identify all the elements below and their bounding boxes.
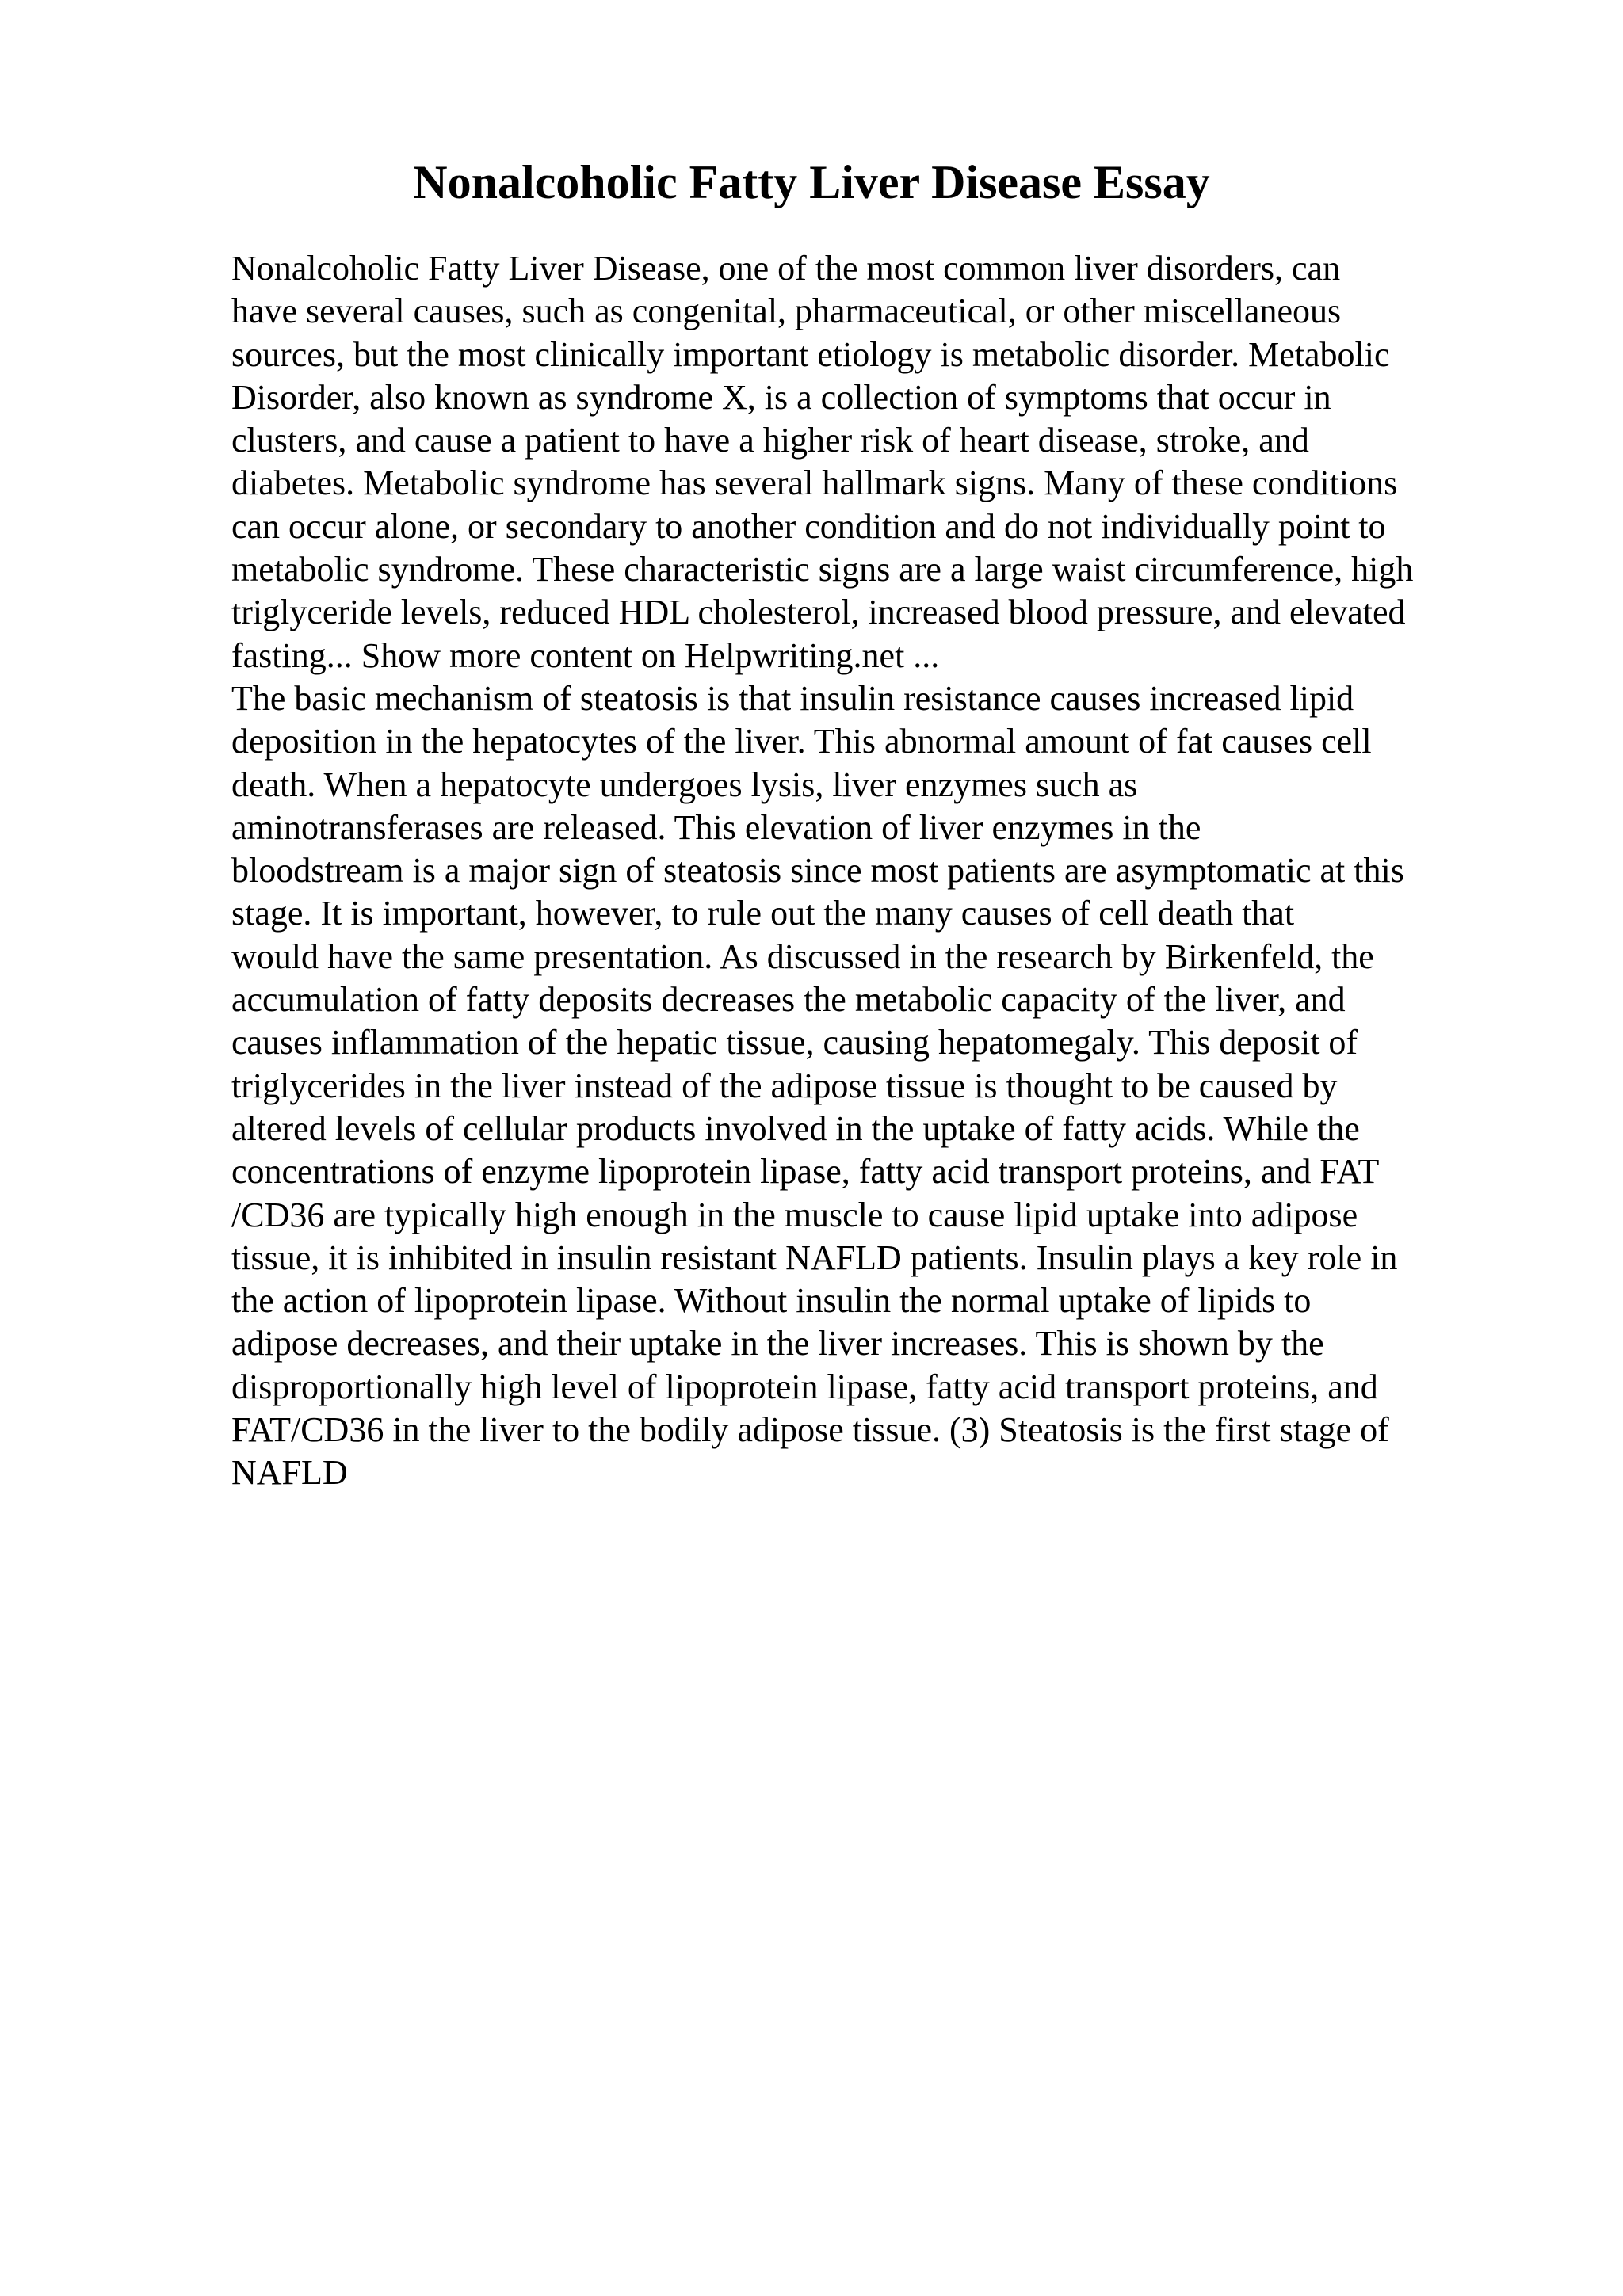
text-line: altered levels of cellular products involved in the uptake of fatty acids. While the	[231, 1108, 1360, 1148]
text-line: bloodstream is a major sign of steatosis since most patients are asymptomatic at this	[231, 851, 1404, 891]
text-line: concentrations of enzyme lipoprotein lipase, fatty acid transport proteins, and FAT	[231, 1152, 1380, 1192]
text-line: causes inflammation of the hepatic tissue, causing hepatomegaly. This deposit of	[231, 1023, 1358, 1062]
text-line: The basic mechanism of steatosis is that insulin resistance causes increased lipid	[231, 678, 1354, 718]
text-line: deposition in the hepatocytes of the liver. This abnormal amount of fat causes cell	[231, 722, 1372, 761]
text-line: death. When a hepatocyte undergoes lysis, liver enzymes such as	[231, 765, 1138, 804]
text-line: adipose decreases, and their uptake in the liver increases. This is shown by the	[231, 1324, 1324, 1363]
text-line: have several causes, such as congenital, pharmaceutical, or other miscellaneous	[231, 292, 1342, 331]
text-line: Nonalcoholic Fatty Liver Disease, one of the most common liver disorders, can	[231, 249, 1341, 288]
text-line: stage. It is important, however, to rule out the many causes of cell death that	[231, 894, 1295, 933]
text-line: aminotransferases are released. This elevation of liver enzymes in the	[231, 807, 1201, 847]
text-line: would have the same presentation. As discussed in the research by Birkenfeld, the	[231, 936, 1374, 976]
text-line: diabetes. Metabolic syndrome has several hallmark signs. Many of these conditions	[231, 463, 1398, 503]
text-line: disproportionally high level of lipoprotein lipase, fatty acid transport proteins, and	[231, 1367, 1378, 1406]
text-line: metabolic syndrome. These characteristic signs are a large waist circumference, high	[231, 550, 1414, 589]
text-line: sources, but the most clinically important etiology is metabolic disorder. Metabolic	[231, 334, 1390, 374]
text-line: accumulation of fatty deposits decreases the metabolic capacity of the liver, and	[231, 980, 1346, 1020]
text-line: FAT/CD36 in the liver to the bodily adipose tissue. (3) Steatosis is the first stage of	[231, 1410, 1389, 1450]
text-line: can occur alone, or secondary to another condition and do not individually point to	[231, 506, 1386, 546]
text-line: tissue, it is inhibited in insulin resistant NAFLD patients. Insulin plays a key role in	[231, 1238, 1398, 1277]
text-line: fasting... Show more content on Helpwriting.net ...	[231, 635, 940, 675]
text-line: NAFLD	[231, 1453, 348, 1493]
text-line: triglycerides in the liver instead of the adipose tissue is thought to be caused by	[231, 1066, 1338, 1105]
text-line: /CD36 are typically high enough in the muscle to cause lipid uptake into adipose	[231, 1195, 1358, 1234]
text-line: the action of lipoprotein lipase. Without insulin the normal uptake of lipids to	[231, 1281, 1312, 1321]
text-line: Disorder, also known as syndrome X, is a collection of symptoms that occur in	[231, 377, 1331, 417]
text-line: clusters, and cause a patient to have a higher risk of heart disease, stroke, and	[231, 421, 1309, 460]
document-title: Nonalcoholic Fatty Liver Disease Essay	[413, 156, 1210, 208]
text-line: triglyceride levels, reduced HDL cholesterol, increased blood pressure, and elevated	[231, 593, 1406, 632]
essay-body	[231, 247, 1499, 1495]
